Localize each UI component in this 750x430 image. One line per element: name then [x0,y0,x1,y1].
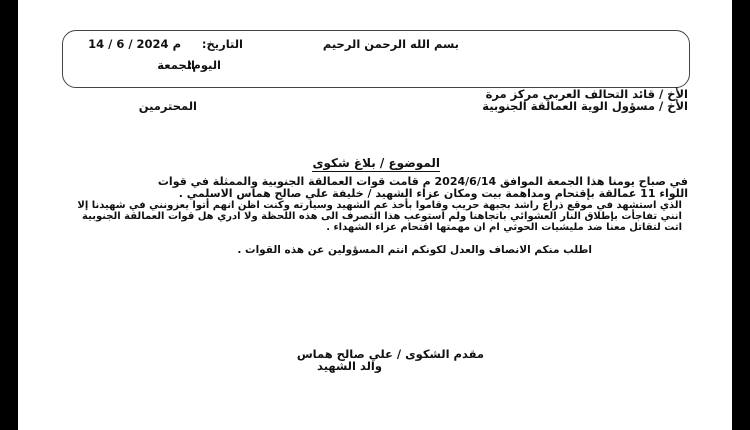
signature-relation: والد الشهيد [317,359,382,373]
recipient-line-1: الأخ / قائد التحالف العربي مركز مرة [485,87,688,101]
day-value: الجمعة [157,58,195,72]
paragraph-request: اطلب منكم الانصاف والعدل لكونكم انتم المسؤولين عن هذه القوات . [237,244,592,256]
recipient-line-2: الأخ / مسؤول الوية العمالقة الجنوبية [482,99,688,113]
signature-complainant: مقدم الشكوى / علي صالح هماس [296,347,484,361]
honorific: المحترمين [138,99,197,113]
day-label: اليوم: [187,58,221,72]
date-value: 14 / 6 / 2024 م [88,37,181,51]
paragraph-incident: في صباح يومنا هذا الجمعة الموافق 2024/6/14 م قامت قوات العمالقة الجنوبية والممثلة في قوات اللواء 11 عمالقة بإقتحام ومداهمة بيت ومكان عزاء الشهيد / خليفة علي صالح هماس الاسلمي . [157,175,688,200]
basmala: بسم الله الرحمن الرحيم [322,37,459,51]
date-label: التاريخ: [201,37,243,51]
header-box [62,30,690,88]
paragraph-details: الذي استشهد في موقع ذراع راشد بجبهة حريب وقاموا بأخذ عم الشهيد وسيارته وكنت اظن انهم أتوا يعزونني في شهيدنا إلا انني تفاجأت بإطلاق النار العشوائي باتجاهنا ولم استوعب هذا التصرف الى هذه اللحظة ولا ادري هل قوات العمالقة الجنوبية اتت لتقاتل معنا ضد مليشيات الحوثي ام ان مهمتها اقتحام عزاء الشهداء . [77,200,682,233]
subject-heading: الموضوع / بلاغ شكوى [312,156,440,170]
document-page [18,0,732,430]
